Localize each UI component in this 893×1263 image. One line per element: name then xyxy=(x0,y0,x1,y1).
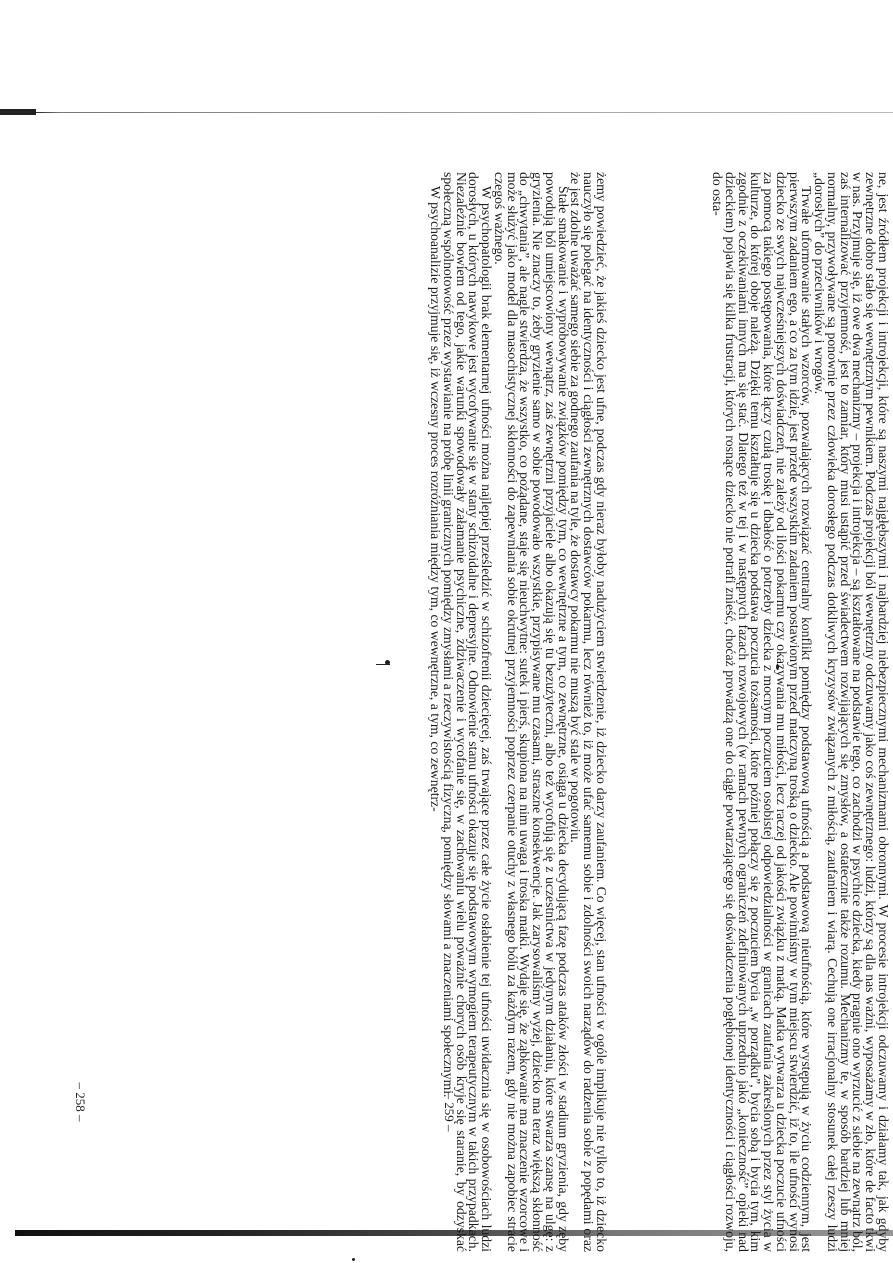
scan-edge-line xyxy=(0,112,893,113)
scan-speck xyxy=(352,1258,355,1261)
paragraph: ne, jest źródłem projekcji i introjekcji, które są naszymi najgłębszymi i najbardziej niebezpiecznymi mechanizmami obronnymi. W procesie introjekcji odczuwamy i działamy tak, jak gdyby zewnętrzne dobro stało się wewnętrznym pewnikiem. Podczas projekcji ból wewnętrzny odczuwamy jako coś zewnętrznego: ludzi, którzy są dla nas ważni, wyposażamy w zło, które de facto tkwi w nas. Przyjmuje się, iż owe dwa mechanizmy – projekcja i introjekcja – są kształtowane na podstawie tego, co zachodzi w psychice dziecka, kiedy pragnie ono wyrzucić z siebie na zewnątrz ból, zaś internalizować przyjemność, jest to zamiar, który musi ustąpić przed świadectwem rozwijających się zmysłów, a ostatecznie także rozumu. Mechanizmy te, w sposób bardziej lub mniej normalny, przywoływane są ponownie przez człowieka dorosłego podczas dotkliwych kryzysów związanych z miłością, zaufaniem i wiarą. Cechują one irracjonalny stosunek całej rzeszy ludzi „dorosłych” do przeciwników i wrogów. xyxy=(812,172,891,1252)
paragraph: żemy powiedzieć, że jakieś dziecko jest ufne, podczas gdy nieraz byłoby nadużyciem stwierdzenie, iż dziecko darzy zaufaniem. Co więcej, stan ufności w ogóle implikuje nie tylko to, iż dziecko nauczyło się polegać na identyczności i ciągłości zewnętrznych dostawców pokarmu, lecz również to, iż może ufać samemu sobie i zdolności swoich narządów do radzenia sobie z popędami oraz że jest zdolne uważać samego siebie za godnego zaufania na tyle, że dostawcy pokarmu nie muszą być stale w pogotowiu. xyxy=(568,172,609,1252)
paragraph: W psychopatologii brak elementarnej ufności można najlepiej prześledzić w schizofrenii dziecięcej, zaś trwające przez całe życie osłabienie tej ufności uwidacznia się w osobowościach ludzi dorosłych, u których nawykowe jest wycofywanie się w stany schizoidalne i depresyjne. Odnowienie stanu ufności okazuje się podstawowym wymogiem terapeutycznym w takich przypadkach. Niezależnie bowiem od tego, jakie warunki spowodowały załamanie psychiczne, zdziwaczenie i wycofanie się, w zachowaniu wielu poważnie chorych osób kryje się staranie, by odzyskać społeczną wspólnotowość przez wystawianie na próbę linii granicznych pomiędzy zmysłami a rzeczywistością fizyczną, pomiędzy słowami a znaczeniami społecznymi. xyxy=(441,172,495,1252)
paragraph: Stałe smakowanie i wypróbowywanie związków pomiędzy tym, co wewnętrzne a tym, co zewnętrzne, osiąga u dziecka decydującą fazę podczas ataków złości w stadium gryzienia, gdy zęby powodują ból umiejscowiony wewnątrz, zaś zewnętrzni przyjaciele albo okazują się tu bezużyteczni, albo też wycofują się z uczestnictwa w jedynym działaniu, które stwarza szansę na ulgę: z gryzienia. Nie znaczy to, żeby gryzienie samo w sobie powodowało wszystkie, przypisywane mu czasami, straszne konsekwencje. Jak zarysowaliśmy wyżej, dziecko ma teraz większą skłonność do „chwytania”, ale nagle stwierdza, że wszystko, co pożądane, staje się nieuchwytne: sutek i pierś, skupiona na nim uwaga i troska matki. Wydaje się, że ząbkowanie ma znaczenie wzorcowe i może służyć jako model dla masochistycznej skłonności do zapewniania sobie okrutnej przyjemności poprzez czerpanie otuchy z własnego bólu za każdym razem, gdy nie można zapobiec stracie czegoś ważnego. xyxy=(492,172,571,1252)
right-page-column xyxy=(589,172,889,1252)
paragraph: W psychoanalizie przyjmuje się, iż wczesny proces rozróżniania między tym, co wewnętrzne, a tym, co zewnętrz- xyxy=(428,186,444,812)
page-number-left: – 258 – xyxy=(73,1082,88,1122)
left-page-column xyxy=(307,172,607,1252)
page-number-right: – 259 – xyxy=(442,1092,457,1132)
paragraph: Trwałe uformowanie stałych wzorców, pozwalających rozwiązać centralny konflikt pomiędzy podstawową ufnością a podstawową nieufnością, które występują w życiu codziennym, jest pierwszym zadaniem ego, a co za tym idzie, jest przede wszystkim zadaniem postawionym przed matczyną troską o dziecko. Ale powinniśmy w tym miejscu stwierdzić, iż to, ile ufności wynosi dziecko ze swych najwcześniejszych doświadczeń, nie zależy od ilości pokarmu czy okazywania mu miłości, lecz raczej od jakości związku z matką. Matka wytwarza u dziecka poczucie ufności za pomocą takiego postępowania, które łączy czułą troskę i dbałość o potrzeby dziecka z mocnym poczuciem osobistej odpowiedzialności w granicach zaufania zakreślonych przez styl życia w kulturze, do której oboje należą. Dzięki temu kształtuje się u dziecka podstawa poczucia tożsamości, które później połączy się z poczuciem bycia „w porządku”, bycia sobą i bycia tym, kim zgodnie z oczekiwaniami innych ma się stać. Dlatego też w tej i w następnych fazach rozwojowych (w ramach pewnych ograniczeń zdefiniowanych uprzednio jako „konieczność” opieki nad dzieckiem) pojawia się kilka frustracji, których rosnące dziecko nie potrafi znieść, choćaż prowadzą one do ciągłe powtarzającego się doświadczenia pogłębionej identyczności i ciągłości rozwoju, do osta- xyxy=(710,172,815,1252)
